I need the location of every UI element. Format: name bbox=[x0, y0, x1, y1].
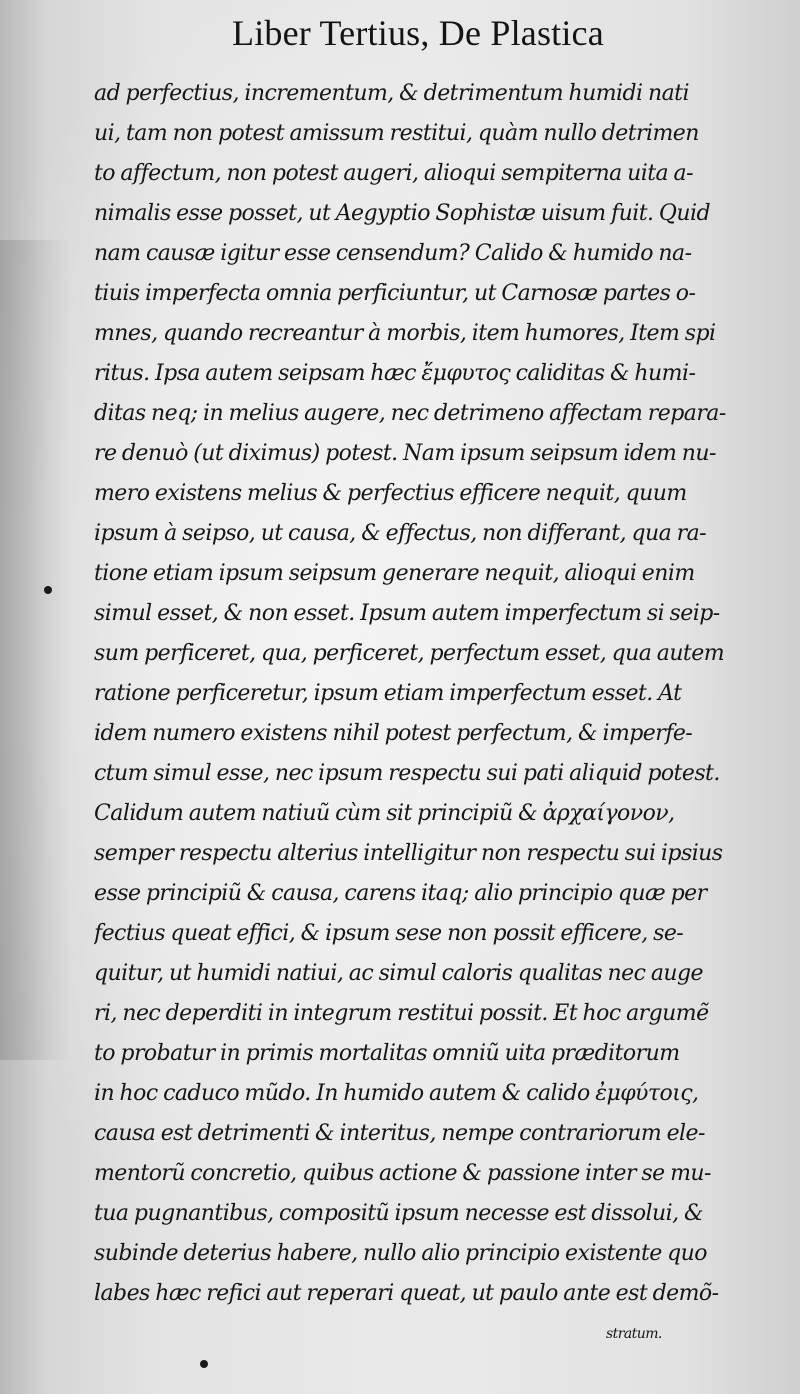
text-line: ad perfectius, incrementum, & detrimentum humidi nati bbox=[94, 81, 689, 106]
text-line: ritus. Ipsa autem seipsam hæc ἔμφυτος caliditas & humi- bbox=[94, 361, 696, 386]
text-line: ratione perficeretur, ipsum etiam imperfectum esset. At bbox=[94, 681, 682, 706]
show-through-shadow bbox=[0, 240, 70, 1060]
text-line: labes hæc refici aut reperari queat, ut paulo ante est demõ- bbox=[94, 1281, 719, 1306]
text-line: ipsum à seipso, ut causa, & effectus, non differant, qua ra- bbox=[94, 521, 707, 546]
text-line: tione etiam ipsum seipsum generare nequit, alioqui enim bbox=[94, 561, 695, 586]
text-line: mnes, quando recreantur à morbis, item humores, Item spi bbox=[94, 321, 716, 346]
text-line: in hoc caduco mũdo. In humido autem & calido ἐμφύτοις, bbox=[94, 1081, 699, 1106]
text-line: re denuò (ut diximus) potest. Nam ipsum seipsum idem nu- bbox=[94, 441, 716, 466]
ink-speck bbox=[200, 1360, 208, 1368]
text-line: mero existens melius & perfectius efficere nequit, quum bbox=[94, 481, 687, 506]
text-line: causa est detrimenti & interitus, nempe contrariorum ele- bbox=[94, 1121, 705, 1146]
running-head: Liber Tertius, De Plastica bbox=[232, 13, 604, 53]
text-line: subinde deterius habere, nullo alio principio existente quo bbox=[94, 1241, 707, 1266]
text-line: simul esset, & non esset. Ipsum autem imperfectum si seip- bbox=[94, 601, 720, 626]
text-line: semper respectu alterius intelligitur non respectu sui ipsius bbox=[94, 841, 723, 866]
ink-speck bbox=[44, 586, 52, 594]
text-line: ditas neq; in melius augere, nec detrimeno affectam repara- bbox=[94, 401, 726, 426]
text-line: idem numero existens nihil potest perfectum, & imperfe- bbox=[94, 721, 693, 746]
text-line: to affectum, non potest augeri, alioqui sempiterna uita a- bbox=[94, 161, 693, 186]
text-line: fectius queat effici, & ipsum sese non possit efficere, se- bbox=[94, 921, 684, 946]
body-text bbox=[94, 74, 774, 1354]
text-line-catchword: stratum. bbox=[606, 1326, 662, 1342]
text-line: tua pugnantibus, compositũ ipsum necesse est dissolui, & bbox=[94, 1201, 704, 1226]
text-line: ui, tam non potest amissum restitui, quàm nullo detrimen bbox=[94, 121, 699, 146]
text-line: mentorũ concretio, quibus actione & passione inter se mu- bbox=[94, 1161, 711, 1186]
text-line: Calidum autem natiuũ cùm sit principiũ & ἀρχαίγονον, bbox=[94, 801, 675, 826]
text-line: sum perficeret, qua, perficeret, perfectum esset, qua autem bbox=[94, 641, 725, 666]
text-line: to probatur in primis mortalitas omniũ uita præditorum bbox=[94, 1041, 680, 1066]
text-line: nimalis esse posset, ut Aegyptio Sophistæ uisum fuit. Quid bbox=[94, 201, 711, 226]
text-line: ri, nec deperditi in integrum restitui possit. Et hoc argumẽ bbox=[94, 1001, 709, 1026]
text-line: ctum simul esse, nec ipsum respectu sui pati aliquid potest. bbox=[94, 761, 720, 786]
text-line: quitur, ut humidi natiui, ac simul caloris qualitas nec auge bbox=[94, 961, 704, 986]
text-line: esse principiũ & causa, carens itaq; alio principio quæ per bbox=[94, 881, 707, 906]
text-line: nam causæ igitur esse censendum? Calido & humido na- bbox=[94, 241, 692, 266]
text-line: tiuis imperfecta omnia perficiuntur, ut Carnosæ partes o- bbox=[94, 281, 696, 306]
